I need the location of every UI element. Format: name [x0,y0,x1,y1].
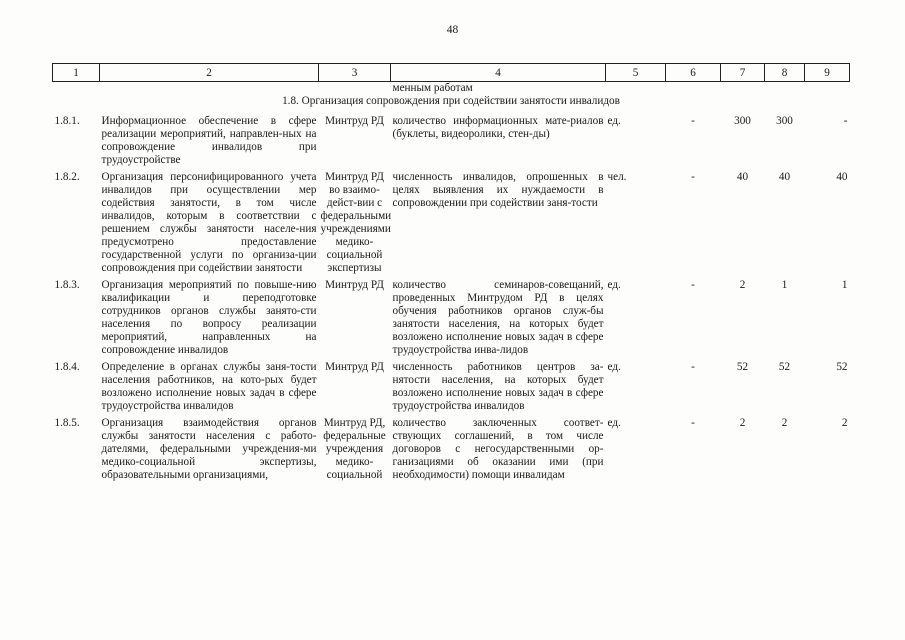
table-row [53,413,850,482]
column-header: 8 [765,64,805,82]
row-col7: 2 [739,417,746,429]
row-executor: Минтруд РД [325,361,384,373]
row-col8: 2 [781,417,788,429]
row-col6: - [691,417,695,429]
table-row [53,167,850,275]
row-number: 1.8.5. [54,417,80,429]
row-unit: ед. [607,361,621,373]
row-unit: чел. [607,171,627,183]
column-header: 1 [53,64,100,82]
program-table [52,63,850,482]
row-col6: - [691,171,695,183]
row-col9: 52 [836,361,848,373]
row-indicator: численность инвалидов, опрошенных в целях выявления их нуждаемости в сопровождении при содействии заня-тости [392,171,604,209]
row-unit: ед. [607,115,621,127]
column-header: 7 [721,64,765,82]
row-executor: Минтруд РД [325,279,384,291]
row-col9: - [843,115,848,127]
continuation-row [53,82,850,96]
section-row [53,95,850,111]
row-col7: 300 [734,115,751,127]
row-indicator: количество информационных мате-риалов (буклеты, видеоролики, стен-ды) [392,115,604,140]
row-col7: 2 [739,279,746,291]
row-description: Информационное обеспечение в сфере реализации мероприятий, направлен-ных на сопровождение инвалидов при трудоустройстве [101,115,317,166]
page-number: 48 [446,24,459,36]
row-description: Организация взаимодействия органов службы занятости населения с работо-дателями, федеральными учреждения-ми медико-социальной экспертизы, образовательными организациями, [101,417,317,481]
row-col8: 40 [778,171,791,183]
row-indicator: количество семинаров-совещаний, проведенных Минтрудом РД в целях обучения работников органов служ-бы занятости населения, на которых будет возложено исполнение новых задач в сфере трудоустройства инва-лидов [392,279,604,356]
continuation-text: менным работам [392,82,473,94]
row-col7: 52 [736,361,749,373]
column-header: 2 [100,64,319,82]
row-col6: - [691,361,695,373]
row-description: Организация персонифицированного учета инвалидов при осуществлении мер содействия занятости, в том числе инвалидов, которым в соответствии с решением службы занятости населе-ния предусмотрено предоставление государственной услуги по организа-ции сопровождения при содействии занятости [101,171,317,274]
row-unit: ед. [607,279,621,291]
row-description: Организация мероприятий по повыше-нию квалификации и переподготовке сотрудников органов службы занято-сти населения по вопросу реализации мероприятий, направленных на сопровождение инвалидов [101,279,317,356]
section-title: 1.8. Организация сопровождения при содействии занятости инвалидов [282,95,620,107]
row-col8: 300 [776,115,793,127]
row-indicator: количество заключенных соответ-ствующих соглашений, в том числе договоров с негосударственными ор-ганизациями об оказании ими (при необходимости) помощи инвалидам [392,417,604,481]
table-header-row [53,64,850,82]
row-col6: - [691,115,695,127]
row-col9: 40 [836,171,848,183]
column-header: 6 [666,64,721,82]
row-number: 1.8.1. [54,115,80,127]
row-col6: - [691,279,695,291]
table-row [53,357,850,413]
row-col7: 40 [736,171,749,183]
row-col8: 1 [781,279,788,291]
row-col9: 2 [841,417,848,429]
row-executor: Минтруд РД, федеральные учреждения медико-социальной [323,417,386,481]
row-executor: Минтруд РД [325,115,384,127]
column-header: 4 [391,64,606,82]
table-row [53,275,850,357]
row-col9: 1 [841,279,848,291]
row-unit: ед. [607,417,621,429]
row-number: 1.8.2. [54,171,80,183]
table-row [53,111,850,167]
row-number: 1.8.4. [54,361,80,373]
row-executor: Минтруд РД во взаимо-дейст-вии с федеральными учреждениями медико-социальной экспертизы [320,171,392,274]
column-header: 3 [319,64,391,82]
row-number: 1.8.3. [54,279,80,291]
row-indicator: численность работников центров за-нятости населения, на которых будет возложено исполнение новых задач в сфере трудоустройства инвалидов [392,361,604,412]
column-header: 5 [606,64,666,82]
column-header: 9 [805,64,850,82]
row-description: Определение в органах службы заня-тости населения работников, на кото-рых будет возложено исполнение новых задач в сфере трудоустройства инвалидов [101,361,317,412]
row-col8: 52 [778,361,791,373]
